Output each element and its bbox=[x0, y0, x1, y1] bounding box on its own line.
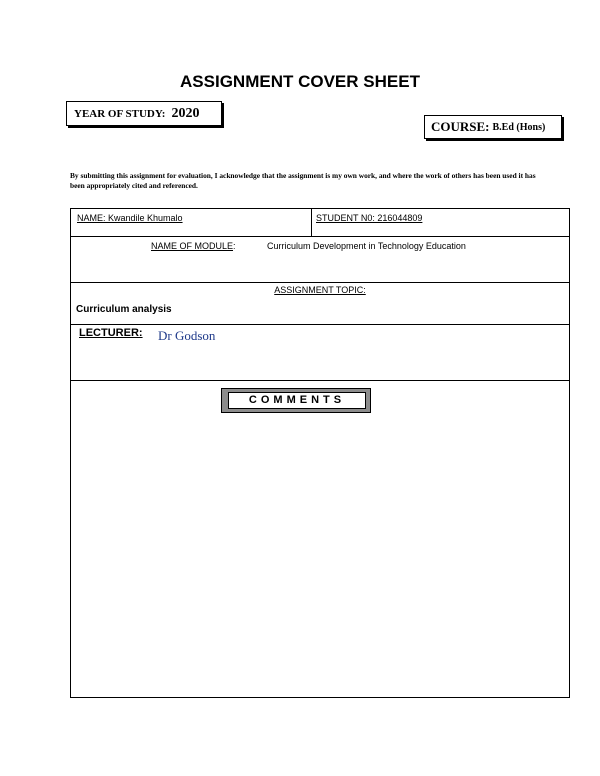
row-divider bbox=[311, 209, 312, 236]
lecturer-label: LECTURER: bbox=[79, 327, 143, 339]
lecturer-value: Dr Godson bbox=[158, 328, 216, 343]
topic-value: Curriculum analysis bbox=[76, 304, 172, 315]
cover-table bbox=[70, 208, 570, 698]
comments-header-box bbox=[221, 388, 371, 413]
module-label bbox=[151, 241, 236, 251]
module-value: Curriculum Development in Technology Education bbox=[267, 241, 466, 251]
year-of-study-box bbox=[66, 101, 222, 126]
course-value: B.Ed (Hons) bbox=[492, 121, 546, 133]
page-title: ASSIGNMENT COVER SHEET bbox=[180, 72, 420, 91]
module-row bbox=[71, 236, 569, 283]
year-of-study-value: 2020 bbox=[171, 105, 200, 121]
topic-row bbox=[71, 282, 569, 325]
topic-label: ASSIGNMENT TOPIC: bbox=[274, 285, 366, 295]
course-label: COURSE: bbox=[431, 119, 490, 134]
declaration-text: By submitting this assignment for evaluation, I acknowledge that the assignment is my own work, and where the work of others has been used it has been appropriately cited and referenced. bbox=[70, 171, 536, 190]
comments-label: COMMENTS bbox=[228, 392, 366, 409]
name-row bbox=[71, 209, 569, 237]
student-name: NAME: Kwandile Khumalo bbox=[77, 213, 183, 223]
year-of-study-label: YEAR OF STUDY: bbox=[74, 107, 166, 120]
module-label-colon: : bbox=[233, 241, 236, 251]
lecturer-row bbox=[71, 324, 569, 381]
student-number: STUDENT N0: 216044809 bbox=[316, 213, 423, 223]
module-label-text: NAME OF MODULE bbox=[151, 241, 234, 251]
course-box bbox=[424, 115, 562, 139]
